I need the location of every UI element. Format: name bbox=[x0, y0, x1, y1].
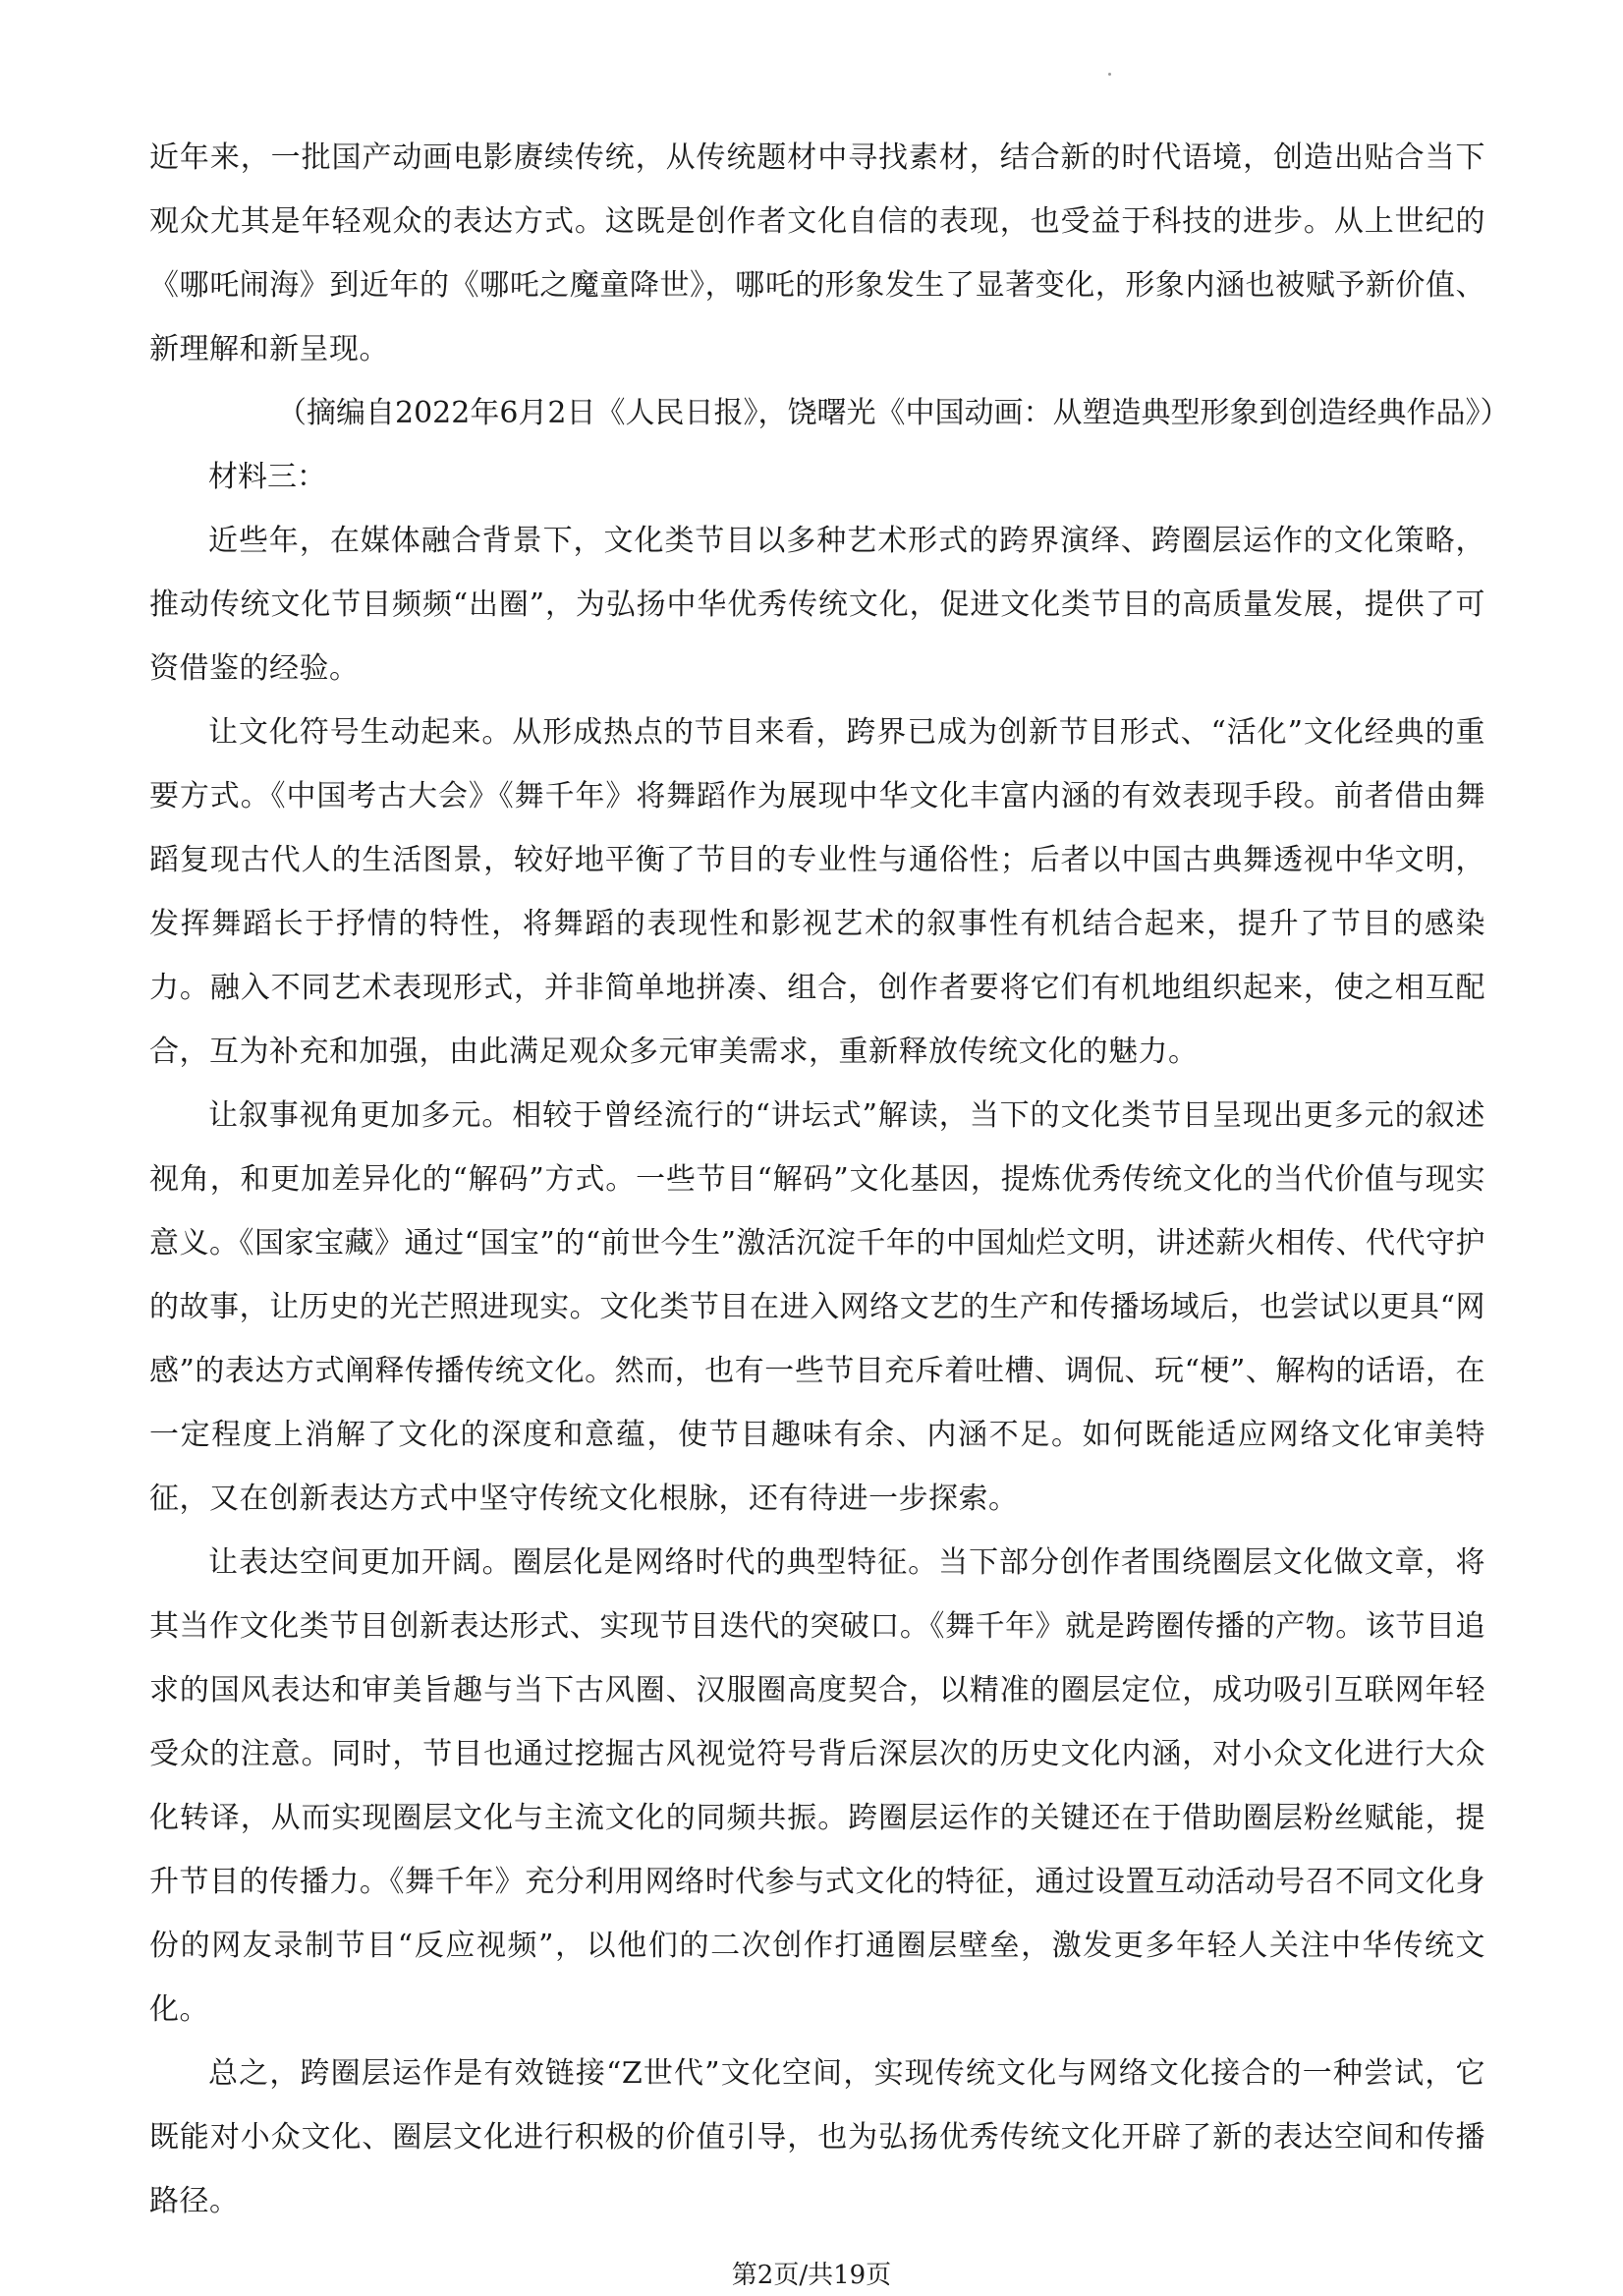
paragraph-conclusion: 总之，跨圈层运作是有效链接“Z世代”文化空间，实现传统文化与网络文化接合的一种尝试，它既能对小众文化、圈层文化进行积极的价值引导，也为弘扬优秀传统文化开辟了新的表达空间和传播路径。 bbox=[149, 2056, 1485, 2218]
paragraph-cultural-symbols: 让文化符号生动起来。从形成热点的节目来看，跨界已成为创新节目形式、“活化”文化经典的重要方式。《中国考古大会》《舞千年》将舞蹈作为展现中华文化丰富内涵的有效表现手段。前者借由舞蹈复现古代人的生活图景，较好地平衡了节目的专业性与通俗性；后者以中国古典舞透视中华文明，发挥舞蹈长于抒情的特性，将舞蹈的表现性和影视艺术的叙事性有机结合起来，提升了节目的感染力。融入不同艺术表现形式，并非简单地拼凑、组合，创作者要将它们有机地组织起来，使之相互配合，互为补充和加强，由此满足观众多元审美需求，重新释放传统文化的魅力。 bbox=[149, 715, 1485, 1069]
material-three-label: 材料三： bbox=[208, 460, 326, 494]
document-body bbox=[149, 126, 1510, 2233]
paragraph-expression-space: 让表达空间更加开阔。圈层化是网络时代的典型特征。当下部分创作者围绕圈层文化做文章，将其当作文化类节目创新表达形式、实现节目迭代的突破口。《舞千年》就是跨圈传播的产物。该节目追求的国风表达和审美旨趣与当下古风圈、汉服圈高度契合，以精准的圈层定位，成功吸引互联网年轻受众的注意。同时，节目也通过挖掘古风视觉符号背后深层次的历史文化内涵，对小众文化进行大众化转译，从而实现圈层文化与主流文化的同频共振。跨圈层运作的关键还在于借助圈层粉丝赋能，提升节目的传播力。《舞千年》充分利用网络时代参与式文化的特征，通过设置互动活动号召不同文化身份的网友录制节目“反应视频”，以他们的二次创作打通圈层壁垒，激发更多年轻人关注中华传统文化。 bbox=[149, 1545, 1485, 2027]
continued-paragraph: 近年来，一批国产动画电影赓续传统，从传统题材中寻找素材，结合新的时代语境，创造出贴合当下观众尤其是年轻观众的表达方式。这既是创作者文化自信的表现，也受益于科技的进步。从上世纪的《哪吒闹海》到近年的《哪吒之魔童降世》，哪吒的形象发生了显著变化，形象内涵也被赋予新价值、新理解和新呈现。 bbox=[149, 140, 1485, 366]
paragraph-narrative-perspective: 让叙事视角更加多元。相较于曾经流行的“讲坛式”解读，当下的文化类节目呈现出更多元的叙述视角，和更加差异化的“解码”方式。一些节目“解码”文化基因，提炼优秀传统文化的当代价值与现实意义。《国家宝藏》通过“国宝”的“前世今生”激活沉淀千年的中国灿烂文明，讲述薪火相传、代代守护的故事，让历史的光芒照进现实。文化类节目在进入网络文艺的生产和传播场域后，也尝试以更具“网感”的表达方式阐释传播传统文化。然而，也有一些节目充斥着吐槽、调侃、玩“梗”、解构的话语，在一定程度上消解了文化的深度和意蕴，使节目趣味有余、内涵不足。如何既能适应网络文化审美特征，又在创新表达方式中坚守传统文化根脉，还有待进一步探索。 bbox=[149, 1098, 1485, 1516]
source-citation: （摘编自2022年6月2日《人民日报》，饶曙光《中国动画：从塑造典型形象到创造经典作品》） bbox=[277, 396, 1510, 430]
page-number: 第2页/共19页 bbox=[731, 2261, 892, 2290]
scan-dot bbox=[1108, 73, 1111, 76]
paragraph-intro: 近些年，在媒体融合背景下，文化类节目以多种艺术形式的跨界演绎、跨圈层运作的文化策略，推动传统文化节目频频“出圈”，为弘扬中华优秀传统文化，促进文化类节目的高质量发展，提供了可资借鉴的经验。 bbox=[149, 524, 1485, 686]
